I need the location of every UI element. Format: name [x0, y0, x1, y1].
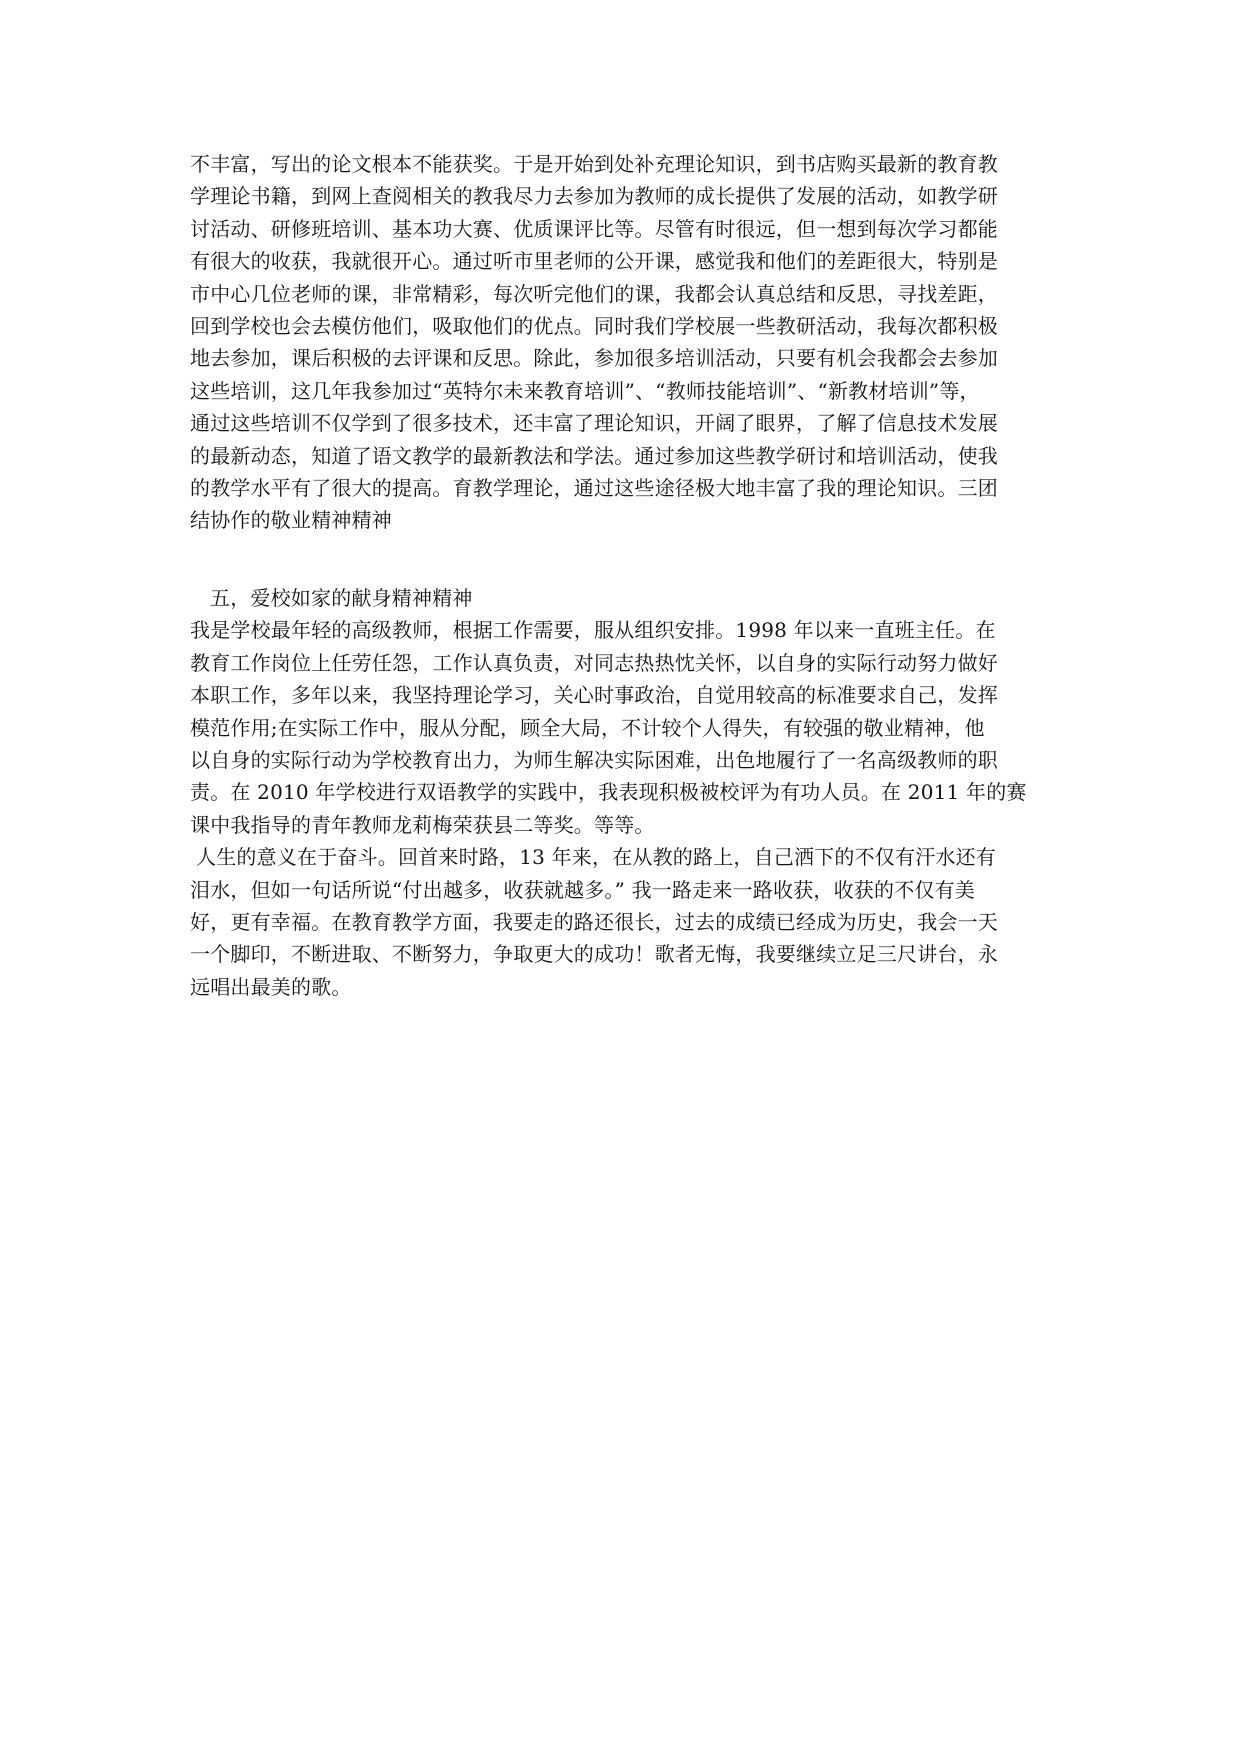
text-line: 结协作的敬业精神精神: [190, 508, 392, 533]
text-line: 教育工作岗位上任劳任怨，工作认真负责，对同志热热忱关怀，以自身的实际行动努力做好: [190, 650, 998, 675]
text-line: 好，更有幸福。在教育教学方面，我要走的路还很长，过去的成绩已经成为历史，我会一天: [190, 910, 998, 935]
text-line: 市中心几位老师的课，非常精彩，每次听完他们的课，我都会认真总结和反思，寻找差距，: [190, 281, 998, 306]
text-line: 模范作用;在实际工作中，服从分配，顾全大局，不计较个人得失，有较强的敬业精神，他: [190, 715, 985, 740]
paragraph-teacher-growth: [190, 148, 1056, 537]
text-line: 人生的意义在于奋斗。回首来时路，13 年来，在从教的路上，自己洒下的不仅有汗水还有: [196, 845, 997, 870]
text-line: 泪水，但如一句话所说“付出越多，收获就越多。” 我一路走来一路收获，收获的不仅有美: [190, 877, 976, 902]
section-heading: 五，爱校如家的献身精神精神: [210, 586, 473, 610]
text-line: 有很大的收获，我就很开心。通过听市里老师的公开课，感觉我和他们的差距很大，特别是: [190, 249, 998, 274]
text-line: 我是学校最年轻的高级教师，根据工作需要，服从组织安排。1998 年以来一直班主任。在: [190, 618, 996, 643]
text-line: 学理论书籍，到网上查阅相关的教我尽力去参加为教师的成长提供了发展的活动，如教学研: [190, 184, 998, 209]
text-line: 课中我指导的青年教师龙莉梅荣获县二等奖。等等。: [190, 812, 655, 837]
section-five: [190, 582, 1056, 1003]
text-line: 本职工作，多年以来，我坚持理论学习，关心时事政治，自觉用较高的标准要求自己，发挥: [190, 683, 998, 708]
text-line: 这些培训，这几年我参加过“英特尔未来教育培训”、“教师技能培训”、“新教材培训”等，: [190, 378, 980, 403]
text-line: 通过这些培训不仅学到了很多技术，还丰富了理论知识，开阔了眼界，了解了信息技术发展: [190, 411, 998, 436]
text-line: 的最新动态，知道了语文教学的最新教法和学法。通过参加这些教学研讨和培训活动，使我: [190, 443, 998, 468]
text-line: 远唱出最美的歌。: [190, 974, 352, 999]
text-line: 的教学水平有了很大的提高。育教学理论，通过这些途径极大地丰富了我的理论知识。三团: [190, 476, 998, 501]
text-line: 地去参加，课后积极的去评课和反思。除此，参加很多培训活动，只要有机会我都会去参加: [190, 346, 998, 371]
text-line: 不丰富，写出的论文根本不能获奖。于是开始到处补充理论知识，到书店购买最新的教育教: [190, 152, 998, 176]
text-line: 回到学校也会去模仿他们，吸取他们的优点。同时我们学校展一些教研活动，我每次都积极: [190, 314, 998, 339]
text-line: 讨活动、研修班培训、基本功大赛、优质课评比等。尽管有时很远，但一想到每次学习都能: [190, 216, 998, 241]
text-line: 一个脚印，不断进取、不断努力，争取更大的成功！歌者无悔，我要继续立足三尺讲台，永: [190, 942, 998, 967]
text-line: 以自身的实际行动为学校教育出力，为师生解决实际困难，出色地履行了一名高级教师的职: [190, 748, 998, 773]
text-line: 责。在 2010 年学校进行双语教学的实践中，我表现积极被校评为有功人员。在 2011 年的赛: [190, 780, 1027, 805]
